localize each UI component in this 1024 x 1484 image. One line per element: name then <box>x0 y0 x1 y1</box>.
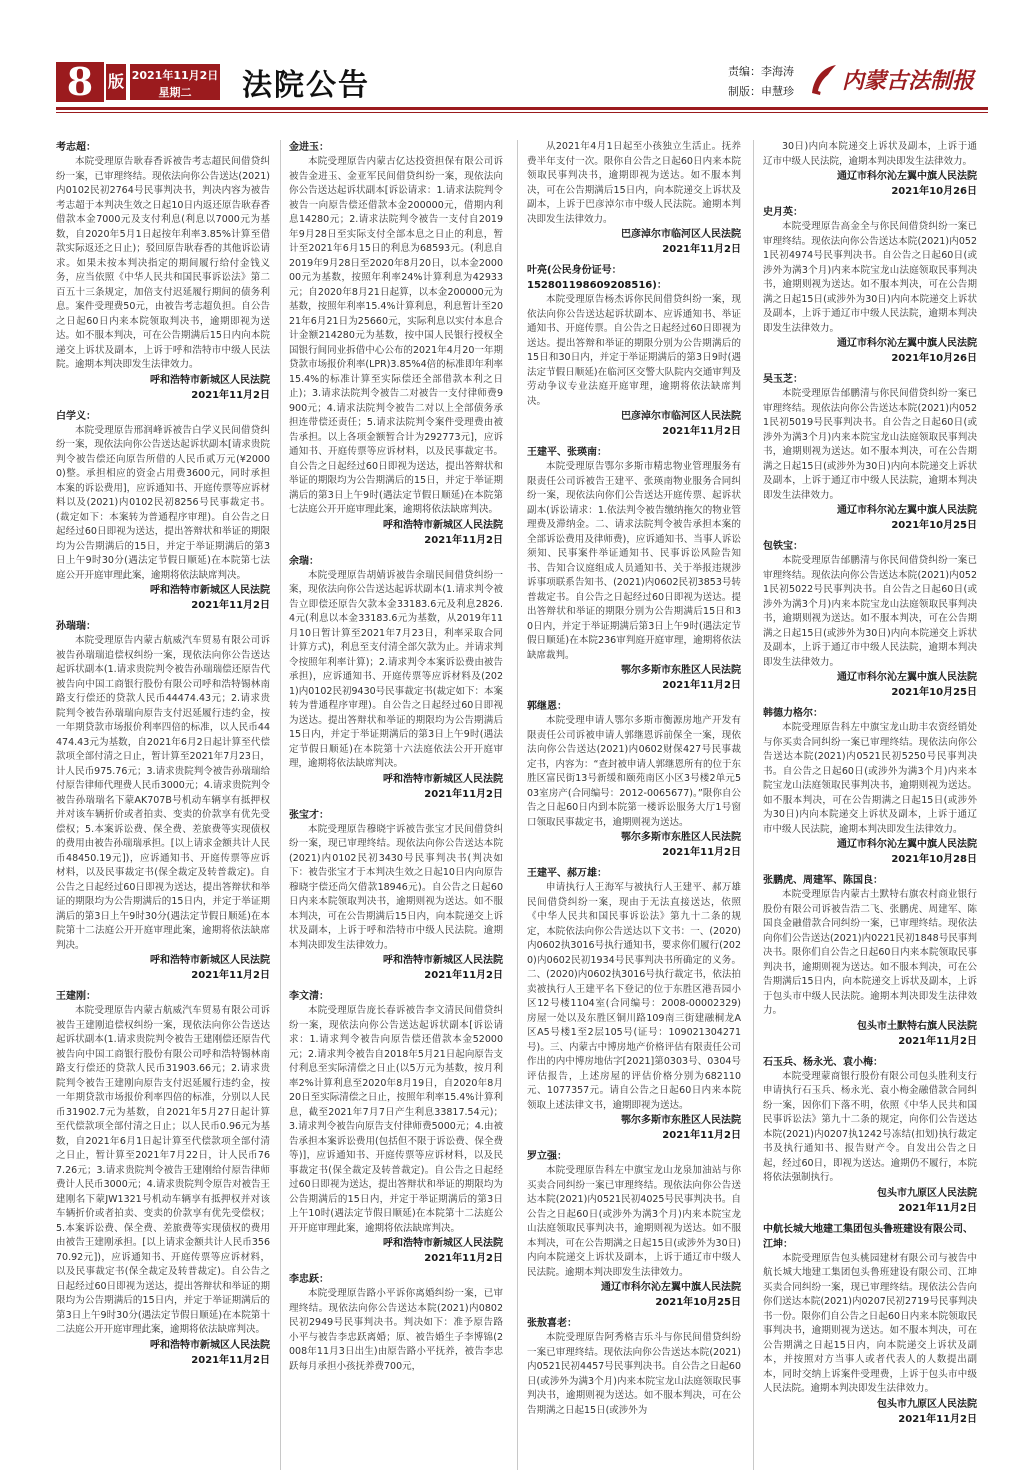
notice-addressee: 孙瑞瑞： <box>56 621 96 632</box>
notice-court: 巴彦淖尔市临河区人民法院 <box>621 229 741 240</box>
notice-court: 巴彦淖尔市临河区人民法院 <box>621 411 741 422</box>
court-notice <box>289 554 503 802</box>
notice-column-4 <box>763 140 977 1480</box>
notice-date: 2021年11月2日 <box>662 680 741 691</box>
notice-court: 鄂尔多斯市东胜区人民法院 <box>621 665 741 676</box>
notice-body: 本院受理原告鄂尔多斯市精忠物业管理服务有限责任公司诉被告王建平、张瑛南物业服务合同纠纷一案，现依法向你们公告送达开庭传票、起诉状副本(诉讼请求：1.依法判令被告缴纳拖欠的物业管理费及滞纳金。二、请求法院判令被告承担本案的全部诉讼费用及律师费)，应诉通知书、当事人诉讼须知、民事案件举证通知书、民事诉讼风险告知书、告知合议庭组成人员通知书、关于举报违规涉诉事项联系告知书、(2021)内0602民初3853号转普裁定书。自公告之日起经过60日即视为送达。提出答辩状和举证的期限分别为公告期满后15日和30日内，并定于举证期满后第3日上午9时(遇法定节假日顺延)在本院236审判庭开庭审理，逾期将依法缺席裁判。 <box>527 461 741 661</box>
notice-court: 通辽市科尔沁左翼中旗人民法院 <box>601 1282 741 1293</box>
notice-court: 通辽市科尔沁左翼中旗人民法院 <box>837 171 977 182</box>
newspaper-logo <box>808 60 988 100</box>
notice-court: 鄂尔多斯市东胜区人民法院 <box>621 832 741 843</box>
notice-court: 包头市九原区人民法院 <box>877 1398 977 1410</box>
notice-column-1 <box>56 140 270 1480</box>
court-notice <box>763 873 977 1049</box>
notice-body: 申请执行人王海军与被执行人王建平、郝万雄民间借贷纠纷一案，现由于无法直接送达，依照《中华人民共和国民事诉讼法》第九十二条的规定，本院依法向你公告送达以下文书：一、(2020)内0602执3016号执行通知书，要求你们履行(2020)内0602民初1934号民事判决书所确定的义务。二、(2020)内0602执3016号执行裁定书，依法拍卖被执行人王建平名下登记的位于东胜区港吾园小区12号楼1104室(合同编号：2008-00002329)房屋一处以及东胜区铜川路109南三街建融桐龙A区A5号楼1至2层105号(证号：109021304271号)。三、内蒙古中博房地产价格评估有限责任公司作出的内中博房地估字[2021]第0303号、0304号评估报告，上述房屋的评估价格分别为682110元、1077357元。请自公告之日起60日内来本院领取上述法律文书，逾期即视为送达。 <box>527 882 741 1111</box>
notice-body: 本院受理原告内蒙古航威汽车贸易有限公司诉被告王建刚追偿权纠纷一案，现依法向你公告送达起诉状副本(1.请求贵院判令被告王建刚偿还原告代被告向中国工商银行股份有限公司呼和浩特锡林南路支行偿还的贷款人民币31903.66元；2.请求贵院判令被告王建刚向原告支付迟延履行违约金，按一年期贷款市场报价利率四倍的标准，分别以人民币31902.7元为基数，自2021年5月27日起计算至代偿款项全部付清之日止；以人民币0.96元为基数，自2021年6月1日起计算至代偿款项全部付清之日止，暂计算至2021年7月22日，计人民币767.26元；3.请求贵院判令被告王建刚给付原告律师费计人民币3000元；4.请求贵院判令原告对被告王建刚名下蒙JW1321号机动车辆享有抵押权并对该车辆折价或者拍卖、变卖的价款享有优先受偿权；5.本案诉讼费、保全费、差旅费等实现债权的费用由被告王建刚承担。[以上请求金额共计人民币35670.92元])，应诉通知书、开庭传票等应诉材料，以及民事裁定书(保全裁定及转普裁定)。自公告之日起经过60日即视为送达，提出答辩状和举证的期限均为公告期满后的15日内，并定于举证期满后的第3日上午9时30分(遇法定节假日顺延)在本院第十二法庭公开开庭审理此案，逾期将依法缺席判决。 <box>56 1005 270 1335</box>
notice-body: 本院受理原告科左中旗宝龙山龙泉加油站与你买卖合同纠纷一案已审理终结。现依法向你公告送达本院(2021)内0521民初4025号民事判决书。自公告之日起60日(或涉外为满3个月)内来本院宝龙山法庭领取民事判决书，逾期则视为送达。如不服本判决，可在公告期满之日起15日(或涉外为30日)内向本院递交上诉状及副本，上诉于通辽市中级人民法院。逾期本判决即发生法律效力。 <box>527 1165 741 1278</box>
notice-court: 呼和浩特市新城区人民法院 <box>150 585 270 596</box>
notice-date: 2021年11月2日 <box>662 244 741 255</box>
notice-body: 本院受理原告耿春香诉被告考志超民间借贷纠纷一案，已审理终结。现依法向你公告送达(2021)内0102民初2764号民事判决书，判决内容为被告考志超于本判决生效之日起10日内返还原告耿春香借款本金7000元及支付利息(利息以7000元为基数，自2020年5月1日起按年利率3.85%计算至借款实际返还之日止)；驳回原告耿春香的其他诉讼请求。如果未按本判决指定的期间履行给付金钱义务，应当依照《中华人民共和国民事诉讼法》第二百五十三条规定，加倍支付迟延履行期间的债务利息。案件受理费50元，由被告考志超负担。自公告之日起60日内来本院领取判决书，逾期即视为送达。如不服本判决，可在公告期满后15日内向本院递交上诉状及副本，上诉于呼和浩特市中级人民法院。逾期本判决即发生法律效力。 <box>56 156 270 370</box>
notice-court: 呼和浩特市新城区人民法院 <box>150 955 270 966</box>
court-notice <box>527 140 741 257</box>
notice-date: 2021年11月2日 <box>424 970 503 981</box>
notice-addressee: 李忠跃： <box>289 1274 329 1285</box>
notice-body: 本院受理原告胡婧诉被告余瑞民间借贷纠纷一案，现依法向你公告送达起诉状副本(1.请求判令被告立即偿还原告欠款本金33183.6元及利息2826.4元(利息以本金33183.6元为基数，从2019年11月10日暂计算至2021年7月23日，利率采取合同计算方式)，利息至支付清全部欠款为止。并请求判令按照年利率计算)；2.请求判令本案诉讼费由被告承担)，应诉通知书、开庭传票等应诉材料及(2021)内0102民初9430号民事裁定书(裁定如下：本案转为普通程序审理)。自公告之日起经过60日即视为送达。提出答辩状和举证的期限均为公告期满后15日内，并定于举证期满后的第3日上午9时(遇法定节假日顺延)在本院第十六法庭依法公开开庭审理，逾期将依法缺席判决。 <box>289 569 503 769</box>
notice-court: 呼和浩特市新城区人民法院 <box>383 1238 503 1249</box>
court-notice <box>527 1316 741 1418</box>
court-notice <box>56 989 270 1368</box>
notice-date: 2021年10月25日 <box>891 687 977 698</box>
notice-body: 本院受理原告路小平诉你离婚纠纷一案，已审理终结。现依法向你公告送达本院(2021)内0802民初2949号民事判决书。判决如下：准予原告路小平与被告李忠跃离婚；原、被告婚生子李博锦(2008年11月3日出生)由原告路小平抚养，被告李忠跃每月承担小孩抚养费700元， <box>289 1288 503 1372</box>
notice-date: 2021年10月26日 <box>891 353 977 364</box>
court-notice <box>289 140 503 548</box>
notice-body: 本院受理申请人鄂尔多斯市衡源房地产开发有限责任公司诉被申请人郭继恩诉前保全一案，现依法向你公告送达(2021)内0602财保427号民事裁定书，内容为：“查封被申请人郭继恩所有的位于东胜区富民街13号新缓和颐苑南区小区3号楼2单元503室房产(合同编号：2012-0065677)。”限你自公告之日起60日内到本院第一楼诉讼服务大厅1号窗口领取民事裁定书，逾期则视为送达。 <box>527 715 741 828</box>
court-notice <box>289 808 503 984</box>
court-notice <box>763 706 977 867</box>
notice-addressee: 张鹏虎、周建军、陈国良： <box>763 875 883 886</box>
court-notice <box>527 1149 741 1310</box>
notice-body: 本院受理原告邰鹏清与你民间借贷纠纷一案已审理终结。现依法向你公告送达本院(2021)内0521民初5019号民事判决书。自公告之日起60日(或涉外为满3个月)内来本院宝龙山法庭领取民事判决书，逾期则视为送达。如不服本判决，可在公告期满之日起15日(或涉外为30日)内向本院递交上诉状及副本，上诉于通辽市中级人民法院，逾期本判决即发生法律效力。 <box>763 388 977 501</box>
notice-body: 本院受理原告高金全与你民间借贷纠纷一案已审理终结。现依法向你公告送达本院(2021)内0521民初4974号民事判决书。自公告之日起60日(或涉外为满3个月)内来本院宝龙山法庭领取民事判决书，逾期则视为送达。如不服本判决，可在公告期满之日起15日(或涉外为30日)内向本院递交上诉状及副本，上诉于通辽市中级人民法院，逾期本判决即发生法律效力。 <box>763 221 977 334</box>
notice-court: 呼和浩特市新城区人民法院 <box>383 773 503 785</box>
header-rule <box>56 107 988 110</box>
notice-addressee: 余瑞： <box>289 555 319 567</box>
notice-date: 2021年10月25日 <box>655 1297 741 1308</box>
court-notice <box>763 205 977 366</box>
notice-addressee: 罗立强： <box>527 1151 567 1162</box>
notice-date: 2021年11月2日 <box>662 847 741 858</box>
notice-addressee: 郭继恩： <box>527 701 567 712</box>
notice-addressee: 史月英： <box>763 207 803 218</box>
notice-body: 本院受理原告内蒙古亿达投资担保有限公司诉被告金进玉、金亚军民间借贷纠纷一案，现依法向你公告送达起诉状副本[诉讼请求：1.请求法院判令被告一向原告偿还借款本金200000元，借期内利息14280元；2.请求法院判令被告一支付自2019年9月28日至实际支付全部本息之日止的利息，暂计至2021年6月15日的利息为68593元。(利息自2019年9月28日至2020年8月20日，以本金200000元为基数，按照年利率24%计算利息为42933元；自2020年8月21日起算，以本金200000元为基数，按照年利率15.4%计算利息，利息暂计至2021年6月21日为25660元，实际利息以实付本息合计金额214280元为基数，按中国人民银行授权全国银行间同业拆借中心公布的2021年4月20一年期贷款市场报价利率(LPR)3.85%4倍的标准即年利率15.4%的标准计算至实际偿还全部借款本利之日止)；3.请求法院判令被告二对被告一支付律师费9900元；4.请求法院判令被告二对以上全部债务承担连带偿还责任；5.请求法院判令案件受理费由被告承担。以上各项金额暂合计为292773元]，应诉通知书、开庭传票等应诉材料，以及民事裁定书。自公告之日起经过60日即视为送达，提出答辩状和举证的期限均为公告期满后的15日，并定于举证期满后的第3日上午9时(遇法定节假日顺延)在本院第七法庭公开开庭审理此案，逾期将依法缺席判决。 <box>289 156 503 515</box>
notice-body: 30日)内向本院递交上诉状及副本，上诉于通辽市中级人民法院，逾期本判决即发生法律效力。 <box>763 141 977 167</box>
notice-addressee: 张宝才： <box>289 809 329 821</box>
court-notice <box>763 1055 977 1216</box>
issue-date: 2021年11月2日 <box>131 69 219 82</box>
notice-body: 本院受理蒙商银行股份有限公司包头胜利支行申请执行石玉兵、杨永光、袁小梅金融借款合同纠纷一案，因你们下落不明，依照《中华人民共和国民事诉讼法》第九十二条的规定，向你们公告送达本院(2021)内0207执1242号冻结(扣划)执行裁定书及执行通知书、报告财产令。自发出公告之日起，经过60日，即视为送达。逾期仍不履行，本院将依法强制执行。 <box>763 1070 977 1183</box>
notice-body: 本院受理原告杨杰诉你民间借贷纠纷一案，现依法向你公告送达起诉状副本、应诉通知书、举证通知书、开庭传票。自公告之日起经过60日即视为送达。提出答辩和举证的期限分别为公告期满后的15日和30日内，并定于举证期满后的第3日9时(遇法定节假日顺延)在临河区交警大队院内交通审判及劳动争议专业法庭开庭审理，逾期将依法缺席判决。 <box>527 294 741 407</box>
issue-weekday: 星期二 <box>158 86 192 99</box>
notice-addressee: 考志超： <box>56 142 96 153</box>
column-divider <box>753 140 754 1470</box>
notice-date: 2021年11月2日 <box>191 600 270 611</box>
notice-addressee: 包铁宝： <box>763 541 803 552</box>
notice-addressee: 李文清： <box>289 991 329 1002</box>
notice-addressee: 中航长城大地建工集团包头鲁班建设有限公司、江坤： <box>763 1223 973 1250</box>
notice-addressee: 王建平、张瑛南： <box>527 447 607 458</box>
court-notice <box>527 445 741 693</box>
notice-addressee: 白学义： <box>56 410 96 422</box>
court-notice <box>289 1272 503 1374</box>
ban-label: 版 <box>106 64 126 100</box>
notice-addressee: 王建刚： <box>56 991 96 1002</box>
notice-body: 本院受理原告邰鹏清与你民间借贷纠纷一案已审理终结。现依法向你公告送达本院(2021)内0521民初5022号民事判决书。自公告之日起60日(或涉外为满3个月)内来本院宝龙山法庭领取民事判决书，逾期则视为送达。如不服本判决，可在公告期满之日起15日(或涉外为30日)内向本院递交上诉状及副本，上诉于通辽市中级人民法院，逾期本判决即发生法律效力。 <box>763 555 977 668</box>
notice-court: 呼和浩特市新城区人民法院 <box>383 519 503 531</box>
notice-date: 2021年11月2日 <box>424 534 503 546</box>
notice-court: 呼和浩特市新城区人民法院 <box>150 1339 270 1351</box>
notice-addressee: 张敖喜老： <box>527 1318 577 1329</box>
masthead <box>0 0 1024 110</box>
header-rule-thin <box>56 112 988 113</box>
page-number: 8 <box>56 62 104 102</box>
notice-addressee: 吴玉芝： <box>763 374 803 385</box>
notice-court: 包头市九原区人民法院 <box>877 1187 977 1199</box>
notice-date: 2021年10月25日 <box>891 520 977 531</box>
notice-date: 2021年11月2日 <box>191 389 270 401</box>
section-title: 法院公告 <box>242 68 370 103</box>
notice-body: 本院受理原告阿秀格吉乐斗与你民间借贷纠纷一案已审理终结。现依法向你公告送达本院(2021)内0521民初4457号民事判决书。自公告之日起60日(或涉外为满3个月)内来本院宝龙山法庭领取民事判决书，逾期则视为送达。如不服本判决，可在公告期满之日起15日(或涉外为 <box>527 1332 741 1416</box>
notice-addressee: 韩德力格尔： <box>763 708 823 719</box>
notice-date: 2021年11月2日 <box>424 788 503 800</box>
court-notice <box>56 409 270 614</box>
court-notice <box>527 263 741 439</box>
notice-addressee: 石玉兵、杨永光、袁小梅： <box>763 1056 883 1068</box>
notice-court: 通辽市科尔沁左翼中旗人民法院 <box>837 338 977 349</box>
court-notice <box>56 619 270 983</box>
column-divider <box>280 140 281 1470</box>
notice-court: 包头市土默特右旗人民法院 <box>857 1020 977 1032</box>
court-notice <box>763 372 977 533</box>
court-notice <box>763 140 977 199</box>
notice-addressee: 金进玉： <box>289 142 329 153</box>
notice-addressee: 叶亮(公民身份证号：152801198609208516)： <box>527 265 667 291</box>
notice-date: 2021年11月2日 <box>662 1130 741 1141</box>
notice-court: 通辽市科尔沁左翼中旗人民法院 <box>837 839 977 850</box>
notice-court: 通辽市科尔沁左翼中旗人民法院 <box>837 672 977 683</box>
logo-emblem-icon <box>808 63 838 97</box>
court-notice <box>763 1222 977 1427</box>
notice-date: 2021年11月2日 <box>898 1413 977 1425</box>
issue-date-box <box>130 64 220 100</box>
notice-court: 呼和浩特市新城区人民法院 <box>150 374 270 386</box>
notice-court: 呼和浩特市新城区人民法院 <box>383 955 503 966</box>
notice-body: 本院受理原告邢润峰诉被告白学义民间借贷纠纷一案，现依法向你公告送达起诉状副本[请求贵院判令被告偿还向原告所借的人民币贰万元(¥20000)整。承担相应的资金占用费3600元，同时承担本案的诉讼费用]，应诉通知书、开庭传票等应诉材料以及(2021)内0102民初8256号民事裁定书。(裁定如下：本案转为普通程序审理)。自公告之日起经过60日即视为送达，提出答辩状和举证的期限均为公告期满后的15日，并定于举证期满后的第3日上午9时30分(遇法定节假日顺延)在本院第七法庭公开开庭审理此案，逾期将依法缺席判决。 <box>56 424 270 581</box>
notice-body: 本院受理原告穆晓宇诉被告张宝才民间借贷纠纷一案，现已审理终结。现依法向你公告送达本院(2021)内0102民初3430号民事判决书(判决如下：被告张宝才于本判决生效之日起10日内向原告穆晓宇偿还尚欠借款18946元)。自公告之日起60日内来本院领取判决书，逾期则视为送达。如不服本判决，可在公告期满后15日内，向本院递交上诉状及副本，上诉于呼和浩特市中级人民法院。逾期本判决即发生法律效力。 <box>289 823 503 951</box>
producer-name: 制版：申慧珍 <box>728 85 794 98</box>
notice-body: 从2021年4月1日起至小孩独立生活止。抚养费半年支付一次。限你自公告之日起60日内来本院领取民事判决书，逾期即视为送达。如不服本判决，可在公告期满后15日内，向本院递交上诉状及副本，上诉于巴彦淖尔市中级人民法院。逾期本判决即发生法律效力。 <box>527 141 741 225</box>
notice-date: 2021年11月2日 <box>191 1354 270 1366</box>
notice-body: 本院受理原告内蒙古航威汽车贸易有限公司诉被告孙瑞瑞追偿权纠纷一案，现依法向你公告送达起诉状副本(1.请求贵院判令被告孙瑞瑞偿还原告代被告向中国工商银行股份有限公司呼和浩特锡林南路支行偿还的贷款人民币44474.43元；2.请求贵院判令被告孙瑞瑞向原告支付迟延履行违约金，按一年期贷款市场报价利率四倍的标准，以人民币44474.43元为基数，自2021年6月2日起计算至代偿款项全部付清之日止，暂计算至2021年7月23日，计人民币975.76元；3.请求贵院判令被告孙瑞瑞给付原告律师代理费人民币3000元；4.请求贵院判令被告孙瑞瑞名下蒙AK707B号机动车辆享有抵押权并对该车辆折价或者拍卖、变卖的价款享有优先受偿权；5.本案诉讼费、保全费、差旅费等实现债权的费用由被告孙瑞瑞承担。[以上请求金额共计人民币48450.19元])，应诉通知书、开庭传票等应诉材料，以及民事裁定书(保全裁定及转普裁定)。自公告之日起经过60日即视为送达，提出答辩状和举证的期限均为公告期满后的15日内，并定于举证期满后的第3日上午9时30分(遇法定节假日顺延)在本院第十二法庭公开开庭审理此案，逾期将依法缺席判决。 <box>56 635 270 951</box>
court-notice <box>763 539 977 700</box>
notice-date: 2021年11月2日 <box>191 970 270 981</box>
newspaper-name: 内蒙古法制报 <box>842 68 975 94</box>
notice-date: 2021年11月2日 <box>898 1035 977 1047</box>
notice-body: 本院受理原告庞长春诉被告李文清民间借贷纠纷一案，现依法向你公告送达起诉状副本[诉讼请求：1.请求判令被告向原告偿还借款本金52000元；2.请求判令被告自2018年5月21日起向原告支付利息至实际清偿之日止(以5万元为基数，按月利率2%计算利息至2020年8月19日，自2020年8月20日至实际清偿之日止，按照年利率15.4%计算利息，截至2021年7月7日产生利息33817.54元)；3.请求判令被告向原告支付律师费5000元；4.由被告承担本案诉讼费用(包括但不限于诉讼费、保全费等)]，应诉通知书、开庭传票等应诉材料，以及民事裁定书(保全裁定及转普裁定)。自公告之日起经过60日即视为送达，提出答辩状和举证的期限均为公告期满后的15日内，并定于举证期满后的第3日上午10时(遇法定节假日顺延)在本院第十二法庭公开开庭审理此案，逾期将依法缺席判决。 <box>289 1005 503 1234</box>
notice-date: 2021年10月28日 <box>891 854 977 865</box>
notice-court: 鄂尔多斯市东胜区人民法院 <box>621 1115 741 1126</box>
court-notice <box>289 989 503 1266</box>
notice-addressee: 王建平、郝万雄： <box>527 868 607 879</box>
notice-column-3 <box>527 140 741 1480</box>
notice-date: 2021年11月2日 <box>424 1253 503 1264</box>
notice-date: 2021年11月2日 <box>662 426 741 437</box>
notice-body: 本院受理原告科左中旗宝龙山助丰农资经销处与你买卖合同纠纷一案已审理终结。现依法向你公告送达本院(2021)内0521民初5250号民事判决书。自公告之日起60日(或涉外为满3个月)内来本院宝龙山法庭领取民事判决书，逾期则视为送达。如不服本判决，可在公告期满之日起15日(或涉外为30日)内向本院递交上诉状及副本，上诉于通辽市中级人民法院，逾期本判决即发生法律效力。 <box>763 722 977 835</box>
editor-credits <box>728 62 794 102</box>
notice-date: 2021年10月26日 <box>891 186 977 197</box>
court-notice <box>527 699 741 860</box>
notice-column-2 <box>289 140 503 1480</box>
notice-court: 通辽市科尔沁左翼中旗人民法院 <box>837 505 977 516</box>
court-notice <box>56 140 270 403</box>
notice-date: 2021年11月2日 <box>898 1202 977 1214</box>
column-divider <box>517 140 518 1470</box>
notice-body: 本院受理原告包头桃园建材有限公司与被告中航长城大地建工集团包头鲁班建设有限公司、江坤买卖合同纠纷一案，现已审理终结。现依法公告向你们送达本院(2021)内0207民初2719号民事判决书一份。限你们自公告之日起60日内来本院领取民事判决书，逾期则视为送达。如不服本判决，可在公告期满之日起15日内，向本院递交上诉状及副本，并按照对方当事人或者代表人的人数提出副本，同时交纳上诉案件受理费，上诉于包头市中级人民法院。逾期本判决即发生法律效力。 <box>763 1252 977 1394</box>
notice-body: 本院受理原告内蒙古土默特右旗农村商业银行股份有限公司诉被告浩二飞、张鹏虎、周建军、陈国良金融借款合同纠纷一案，已审理终结。现依法向你们公告送达(2021)内0221民初1848号民事判决书。限你们自公告之日起60日内来本院领取民事判决书，逾期则视为送达。如不服本判决，可在公告期满后15日内，向本院递交上诉状及副本，上诉于包头市中级人民法院。逾期本判决即发生法律效力。 <box>763 889 977 1016</box>
editor-name: 责编：李海涛 <box>728 65 794 78</box>
court-notice <box>527 866 741 1143</box>
